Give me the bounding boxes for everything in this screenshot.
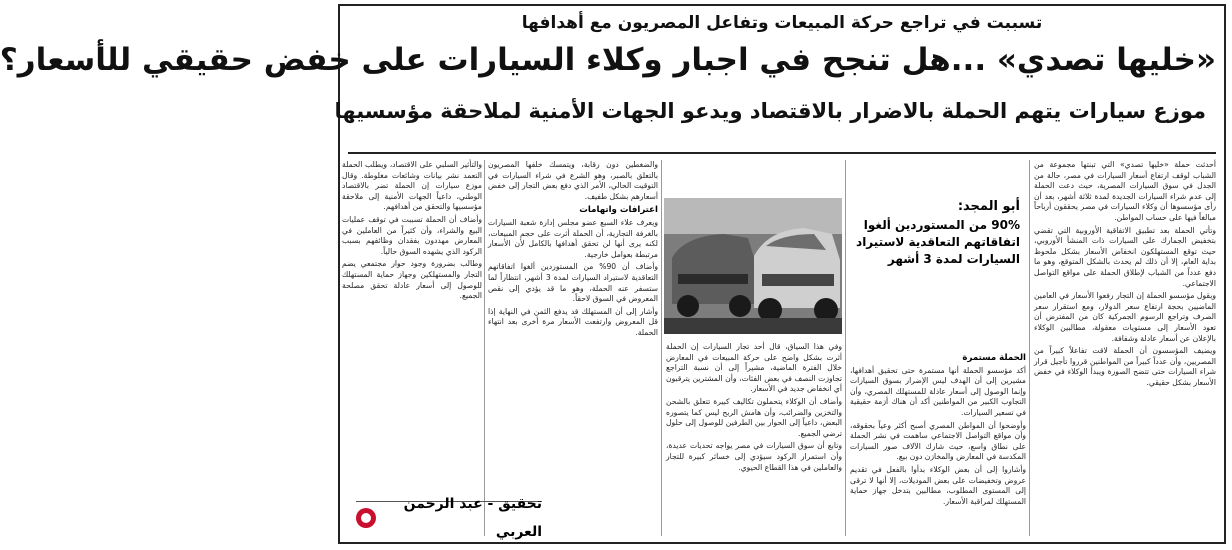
column-divider	[484, 160, 485, 536]
paragraph: وأضاف أن الحملة تسببت في توقف عمليات البيع والشراء، وأن كثيراً من العاملين في المعارض مهددون بفقدان وظائفهم بسبب الركود الذي يشهده السوق حالياً.	[342, 214, 482, 256]
article-photo	[664, 198, 842, 334]
article-subhead: موزع سيارات يتهم الحملة بالاضرار بالاقتصاد ويدعو الجهات الأمنية لملاحقة مؤسسيها	[334, 99, 1206, 123]
pull-quote	[850, 198, 1024, 338]
newspaper-page	[0, 4, 1226, 544]
paragraph: ويقول مؤسسو الحملة إن التجار رفعوا الأسعار في العامين الماضيين بحجة ارتفاع سعر الدولار، ومع استقرار سعر الصرف وتراجع الرسوم الجمركية كان من المفترض أن تعود الأسعار إلى مستويات معقولة، مطالبين الوكلاء بالإعلان عن أسعار عادلة وشفافة.	[1034, 291, 1216, 343]
section-heading: اعترافات واتهامات	[579, 205, 658, 216]
section-heading: الحملة مستمرة	[962, 353, 1026, 363]
quote-text: 90% من المستوردين ألغوا اتفاقاتهم التعاقدية لاستيراد السيارات لمدة 3 أشهر	[856, 218, 1020, 266]
article-headline: «خليها تصدي» ...هل تنجح في اجبار وكلاء السيارات على خفض حقيقي للأسعار؟	[0, 42, 1216, 78]
text-column-4	[488, 160, 658, 536]
paragraph: أكد مؤسسو الحملة أنها مستمرة حتى تحقيق أهدافها، مشيرين إلى أن الهدف ليس الإضرار بسوق السيارات وإنما الوصول إلى أسعار عادلة للمستهلك المصري، وأن التجاوب الكبير من المواطنين أكد أن هناك أزمة حقيقية في تسعير السيارات.	[850, 365, 1026, 417]
paragraph: ويعرف علاء السبع عضو مجلس إدارة شعبة السيارات بالغرفة التجارية، أن الحملة أثرت على حجم المبيعات، لكنه يرى أنها لن تحقق أهدافها بالكامل لأن الأسعار مرتبطة بعوامل خارجية.	[488, 217, 658, 259]
header-rule	[348, 152, 1216, 154]
column-divider	[845, 160, 846, 536]
article-body	[342, 160, 1218, 540]
article-kicker: تسببت في تراجع حركة المبيعات وتفاعل المصريون مع أهدافها	[521, 13, 1043, 33]
paragraph: وأضاف أن 90% من المستوردين ألغوا اتفاقاتهم التعاقدية لاستيراد السيارات لمدة 3 أشهر، انتظاراً لما ستسفر عنه الحملة، وهو ما قد يؤدي إلى نقص المعروض في السوق لاحقاً.	[488, 262, 658, 304]
car-photo-illustration	[664, 198, 842, 334]
paragraph: وتأتي الحملة بعد تطبيق الاتفاقية الأوروبية التي تقضي بتخفيض الجمارك على السيارات ذات المنشأ الأوروبي، حيث توقع المستهلكون انخفاض الأسعار بشكل ملحوظ بداية العام، إلا أن ذلك لم يحدث بالشكل المتوقع، وهو ما دفع عدداً من الشباب لإطلاق الحملة على مواقع التواصل الاجتماعي.	[1034, 225, 1216, 288]
publication-logo-icon	[356, 508, 376, 528]
column-divider	[1029, 160, 1030, 536]
paragraph: وأشاروا إلى أن بعض الوكلاء بدأوا بالفعل في تقديم عروض وتخفيضات على بعض الموديلات، إلا أنها لا ترقى إلى المستوى المطلوب، مطالبين بتدخل جهاز حماية المستهلك لمراقبة الأسعار.	[850, 464, 1026, 506]
paragraph: وطالب بضرورة وجود حوار مجتمعي يضم التجار والمستهلكين وجهاز حماية المستهلك للوصول إلى أسعار عادلة تحقق مصلحة الجميع.	[342, 259, 482, 301]
text-column-1	[1034, 160, 1216, 536]
text-column-5	[342, 160, 482, 496]
paragraph: وأوضحوا أن المواطن المصري أصبح أكثر وعياً بحقوقه، وأن مواقع التواصل الاجتماعي ساهمت في نشر الحملة على نطاق واسع، حيث شارك الآلاف صور السيارات المكدسة في المعارض والمخازن دون بيع.	[850, 420, 1026, 462]
paragraph: ويضيف المؤسسون أن الحملة لاقت تفاعلاً كبيراً من المصريين، وأن عدداً كبيراً من المواطنين قرروا تأجيل قرار شراء السيارات حتى تتضح الصورة ويبدأ الوكلاء في خفض الأسعار بشكل حقيقي.	[1034, 346, 1216, 387]
text-column-3	[666, 342, 842, 536]
column-divider	[661, 160, 662, 536]
paragraph: أحدثت حملة «خليها تصدي» التي تبنتها مجموعة من الشباب لوقف ارتفاع أسعار السيارات في مصر، حالة من الجدل في سوق السيارات المصرية، حيث دعت الحملة إلى عدم شراء السيارات الجديدة لمدة ثلاثة أشهر، بعد أن رأى مؤسسوها أن وكلاء السيارات في مصر يحققون أرباحاً مبالغاً فيها على حساب المواطن.	[1034, 160, 1216, 222]
text-column-2	[850, 350, 1026, 536]
byline-text: تحقيق - عبد الرحمن العربي	[403, 496, 542, 540]
paragraph: والتأثير السلبي على الاقتصاد، ويطلب الحملة التعمد نشر بيانات وشائعات مغلوطة. وقال موزع سيارات إن الحملة تضر بالاقتصاد الوطني، داعياً الجهات الأمنية إلى ملاحقة مؤسسيها والتحقق من أهدافهم.	[342, 160, 482, 212]
paragraph: وأشار إلى أن المستهلك قد يدفع الثمن في النهاية إذا قل المعروض وارتفعت الأسعار مرة أخرى بعد انتهاء الحملة.	[488, 306, 658, 337]
quote-speaker: أبو المجد:	[957, 199, 1020, 214]
article-byline	[356, 496, 542, 540]
paragraph: وتابع أن سوق السيارات في مصر يواجه تحديات عديدة، وأن استمرار الركود سيؤدي إلى خسائر كبيرة للتجار والعاملين في هذا القطاع الحيوي.	[666, 441, 842, 472]
paragraph: والضغطين دون رقابة، ويتمسك خلفها المصريون بالتعلق بالصبر، وهو الشرع في شراء السيارات في التوقيت الحالي، الأمر الذي دفع بعض التجار إلى خفض أسعارهم بشكل طفيف.	[488, 160, 658, 201]
paragraph: وفي هذا السياق، قال أحد تجار السيارات إن الحملة أثرت بشكل واضح على حركة المبيعات في المعارض خلال الفترة الماضية، مشيراً إلى أن نسبة التراجع تجاوزت النصف في بعض الفئات، وأن المشترين يترقبون أي انخفاض جديد في الأسعار.	[666, 342, 842, 394]
paragraph: وأضاف أن الوكلاء يتحملون تكاليف كبيرة تتعلق بالشحن والتخزين والضرائب، وأن هامش الربح ليس كما يتصوره البعض، داعياً إلى الحوار بين الطرفين للوصول إلى حلول ترضي الجميع.	[666, 396, 842, 438]
